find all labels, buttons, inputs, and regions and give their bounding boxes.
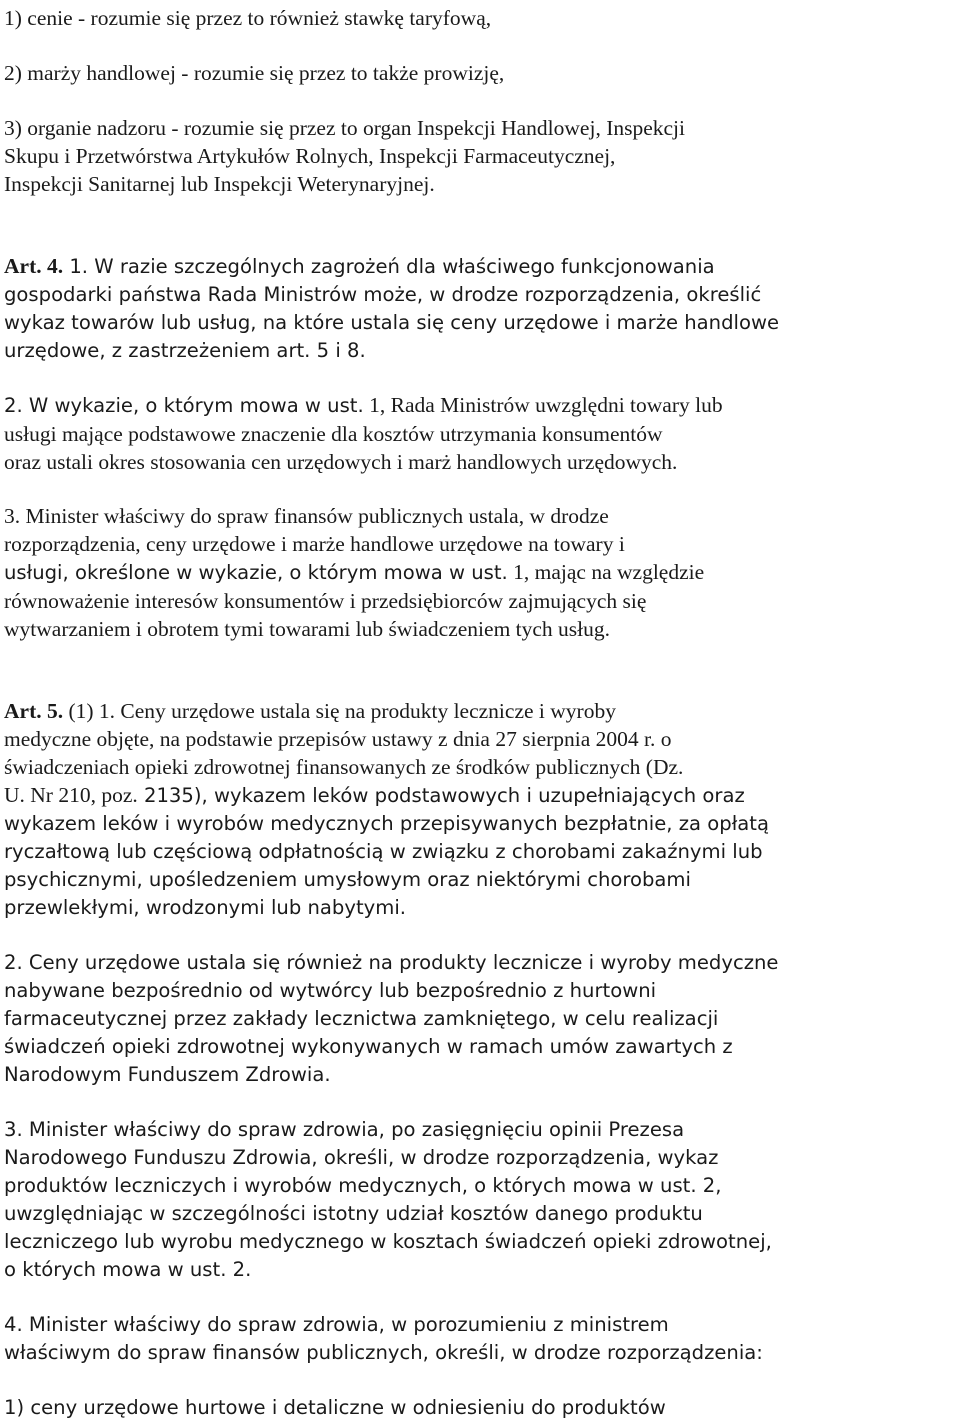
text-line: rozporządzenia, ceny urzędowe i marże handlowe urzędowe na towary i	[4, 532, 625, 556]
definition-2	[4, 59, 958, 87]
text-line: 4. Minister właściwy do spraw zdrowia, w porozumieniu z ministrem	[4, 1313, 669, 1336]
text-line: leczniczego lub wyrobu medycznego w kosztach świadczeń opieki zdrowotnej,	[4, 1230, 772, 1253]
text-line: farmaceutycznej przez zakłady lecznictwa zamkniętego, w celu realizacji	[4, 1007, 719, 1030]
text-line: usługi mające podstawowe znaczenie dla kosztów utrzymania konsumentów	[4, 422, 663, 446]
text-line: nabywane bezpośrednio od wytwórcy lub bezpośrednio z hurtowni	[4, 979, 657, 1002]
article-heading: Art. 4.	[4, 254, 64, 278]
text-line: 1. W razie szczególnych zagrożeń dla właściwego funkcjonowania	[63, 255, 715, 278]
art4-paragraph-1	[4, 252, 958, 365]
text-line: wykaz towarów lub usług, na które ustala się ceny urzędowe i marże handlowe	[4, 311, 780, 334]
definition-1	[4, 4, 958, 32]
art4-paragraph-2	[4, 391, 958, 476]
text-line: 1) ceny urzędowe hurtowe i detaliczne w odniesieniu do produktów	[4, 1396, 666, 1419]
text-line: równoważenie interesów konsumentów i przedsiębiorców zajmujących się	[4, 589, 647, 613]
art5-paragraph-1	[4, 697, 958, 922]
text-line: wykazem leków i wyrobów medycznych przepisywanych bezpłatnie, za opłatą	[4, 812, 769, 835]
text-line: (1) 1. Ceny urzędowe ustala się na produkty lecznicze i wyroby	[63, 699, 616, 723]
text-line: urzędowe, z zastrzeżeniem art. 5 i 8.	[4, 339, 366, 362]
text-line: 3) organie nadzoru - rozumie się przez to organ Inspekcji Handlowej, Inspekcji	[4, 116, 685, 140]
text-line: ryczałtową lub częściową odpłatnością w związku z chorobami zakaźnymi lub	[4, 840, 763, 863]
text-line: uwzględniając w szczególności istotny udział kosztów danego produktu	[4, 1202, 703, 1225]
text-line: usługi, określone w wykazie, o którym mowa w ust.	[4, 561, 508, 584]
text-line: 3. Minister właściwy do spraw finansów publicznych ustala, w drodze	[4, 504, 609, 528]
text-line: 2) marży handlowej - rozumie się przez to także prowizję,	[4, 61, 505, 85]
text-line: oraz ustali okres stosowania cen urzędowych i marż handlowych urzędowych.	[4, 450, 678, 474]
text-line: świadczeniach opieki zdrowotnej finansowanych ze środków publicznych (Dz.	[4, 755, 684, 779]
art5-paragraph-4	[4, 1311, 958, 1367]
art5-paragraph-4-item-1	[4, 1394, 958, 1422]
art5-paragraph-2	[4, 949, 958, 1089]
text-line: właściwym do spraw finansów publicznych, określi, w drodze rozporządzenia:	[4, 1341, 763, 1364]
text-line: 1) cenie - rozumie się przez to również stawkę taryfową,	[4, 6, 492, 30]
text-line: świadczeń opieki zdrowotnej wykonywanych w ramach umów zawartych z	[4, 1035, 733, 1058]
text-line: Narodowego Funduszu Zdrowia, określi, w drodze rozporządzenia, wykaz	[4, 1146, 719, 1169]
text-line: 2. W wykazie, o którym mowa w ust.	[4, 394, 364, 417]
text-line: o których mowa w ust. 2.	[4, 1258, 252, 1281]
text-line: 2135), wykazem leków podstawowych i uzupełniających oraz	[137, 784, 745, 807]
text-line: Narodowym Funduszem Zdrowia.	[4, 1063, 331, 1086]
definition-3	[4, 114, 958, 198]
article-heading: Art. 5.	[4, 699, 64, 723]
text-line: Inspekcji Sanitarnej lub Inspekcji Weterynaryjnej.	[4, 172, 435, 196]
text-line: 1, Rada Ministrów uwzględni towary lub	[363, 393, 723, 417]
text-line: 3. Minister właściwy do spraw zdrowia, po zasięgnięciu opinii Prezesa	[4, 1118, 685, 1141]
text-line: gospodarki państwa Rada Ministrów może, w drodze rozporządzenia, określić	[4, 283, 762, 306]
text-line: wytwarzaniem i obrotem tymi towarami lub świadczeniem tych usług.	[4, 617, 611, 641]
art5-paragraph-3	[4, 1116, 958, 1284]
text-line: 2. Ceny urzędowe ustala się również na produkty lecznicze i wyroby medyczne	[4, 951, 779, 974]
text-line: psychicznymi, upośledzeniem umysłowym oraz niektórymi chorobami	[4, 868, 691, 891]
text-line: medyczne objęte, na podstawie przepisów ustawy z dnia 27 sierpnia 2004 r. o	[4, 727, 672, 751]
art4-paragraph-3	[4, 502, 958, 643]
text-line: 1, mając na względzie	[507, 560, 705, 584]
text-line: przewlekłymi, wrodzonymi lub nabytymi.	[4, 896, 406, 919]
text-line: Skupu i Przetwórstwa Artykułów Rolnych, Inspekcji Farmaceutycznej,	[4, 144, 616, 168]
text-line: produktów leczniczych i wyrobów medycznych, o których mowa w ust. 2,	[4, 1174, 722, 1197]
text-line: U. Nr 210, poz.	[4, 783, 138, 807]
